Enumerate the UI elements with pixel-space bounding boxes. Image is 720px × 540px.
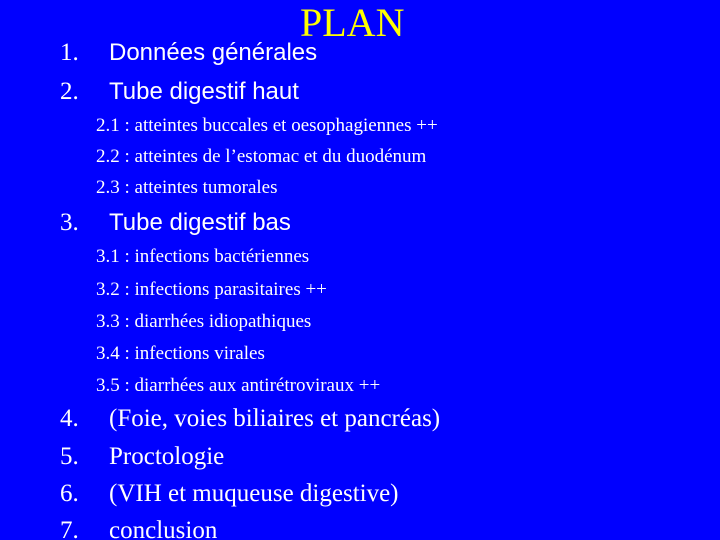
item-number: 4. [60,405,79,432]
item-label: conclusion [109,517,218,540]
item-label: Tube digestif bas [109,209,291,236]
sub-item: 3.2 : infections parasitaires ++ [96,279,327,300]
sub-item: 3.3 : diarrhées idiopathiques [96,311,312,332]
item-label: Proctologie [109,443,225,470]
sub-item: 2.1 : atteintes buccales et oesophagiennes ++ [96,115,438,136]
sub-item: 2.2 : atteintes de l’estomac et du duodénum [96,146,427,167]
item-label: (Foie, voies biliaires et pancréas) [109,405,441,432]
item-number: 7. [60,517,79,540]
item-number: 3. [60,209,79,236]
item-number: 6. [60,480,79,507]
item-number: 2. [60,78,79,105]
item-number: 5. [60,443,79,470]
sub-item: 3.1 : infections bactériennes [96,246,310,267]
sub-item: 3.4 : infections virales [96,343,265,364]
item-label: Données générales [109,39,318,66]
item-number: 1. [60,39,79,66]
item-label: (VIH et muqueuse digestive) [109,480,399,507]
sub-item: 3.5 : diarrhées aux antirétroviraux ++ [96,375,381,396]
sub-item: 2.3 : atteintes tumorales [96,177,278,198]
slide-title: PLAN [300,0,405,45]
item-label: Tube digestif haut [109,78,299,105]
